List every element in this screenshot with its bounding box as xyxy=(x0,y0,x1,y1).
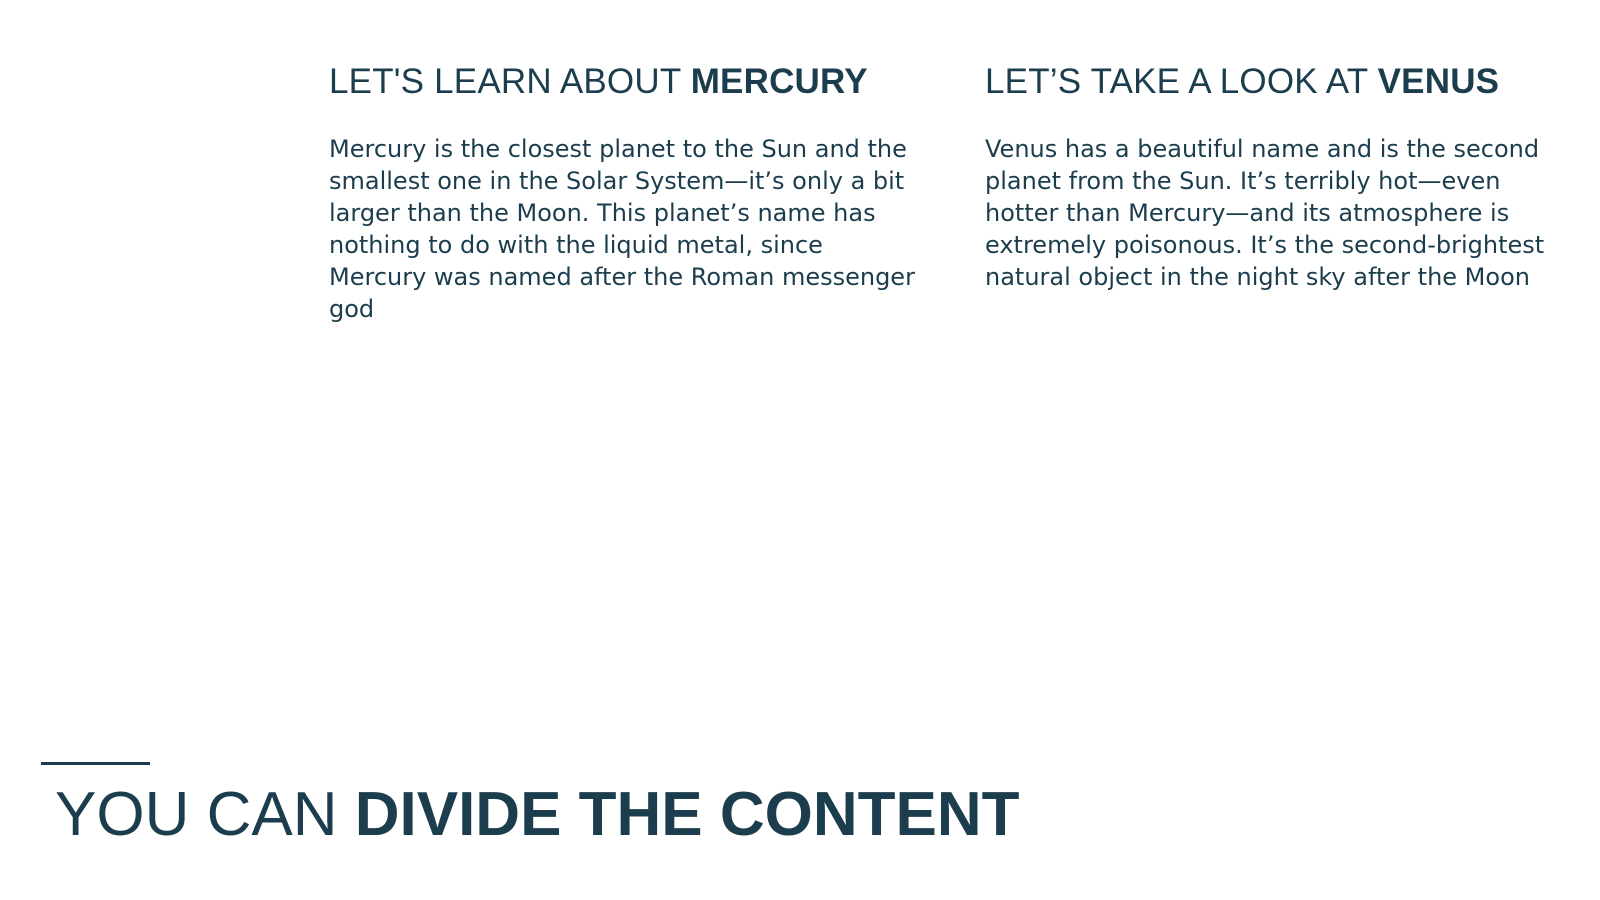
title-accent-line xyxy=(41,762,150,765)
venus-section xyxy=(985,58,1575,293)
mercury-description: Mercury is the closest planet to the Sun and the smallest one in the Solar System—it’s only a bit larger than the Moon. This planet’s name has nothing to do with the liquid metal, since Mercury was named after the Roman messenger god xyxy=(329,135,915,323)
venus-heading-prefix: LET’S TAKE A LOOK AT xyxy=(985,62,1378,101)
mercury-heading xyxy=(329,58,919,106)
mercury-section xyxy=(329,58,919,325)
venus-heading xyxy=(985,58,1575,106)
mercury-heading-prefix: LET'S LEARN ABOUT xyxy=(329,62,691,101)
slide-title xyxy=(55,777,1020,853)
venus-description: Venus has a beautiful name and is the second planet from the Sun. It’s terribly hot—even hotter than Mercury—and its atmosphere is extremely poisonous. It’s the second-brightest natural object in the night sky after the Moon xyxy=(985,135,1545,291)
venus-heading-emphasis: VENUS xyxy=(1377,62,1500,101)
slide-title-emphasis: DIVIDE THE CONTENT xyxy=(354,780,1020,849)
slide-title-prefix: YOU CAN xyxy=(55,780,355,849)
mercury-heading-emphasis: MERCURY xyxy=(690,62,868,101)
